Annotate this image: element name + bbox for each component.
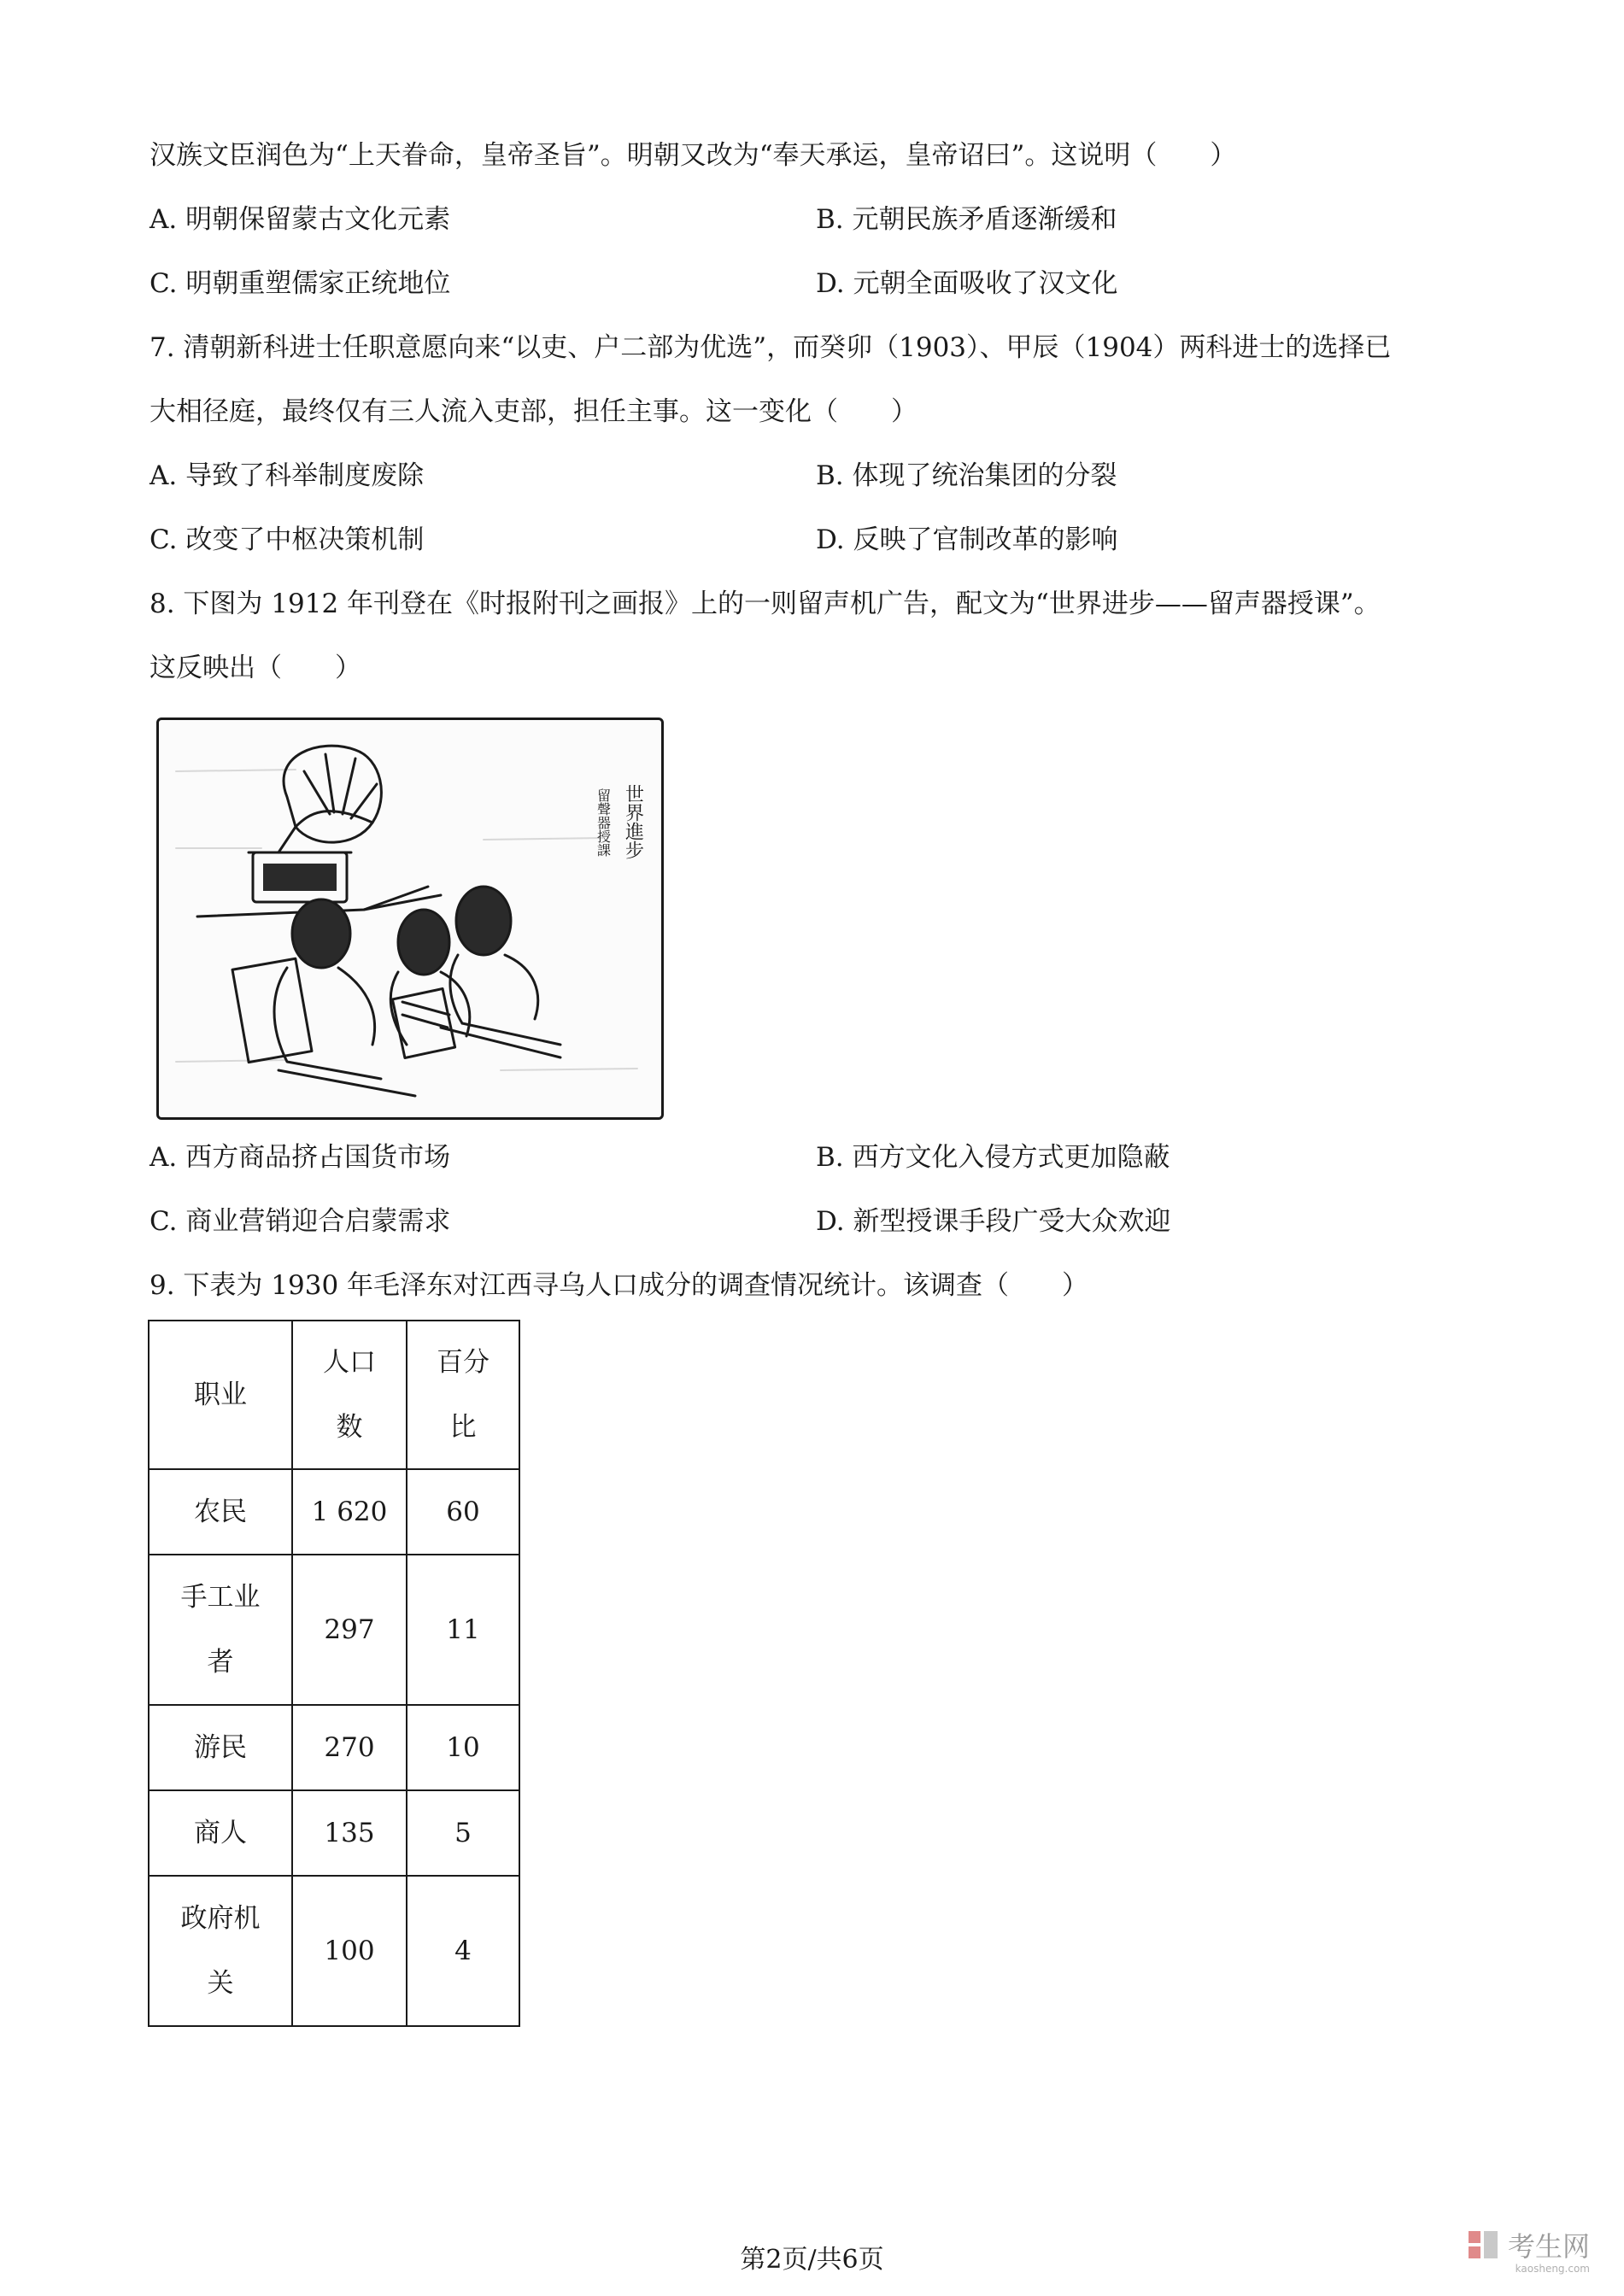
table-header-row (149, 1321, 519, 1469)
gramophone-ad-illustration (156, 718, 664, 1120)
brand-name: 考生网 (1507, 2230, 1590, 2263)
q7-option-a[interactable]: A. 导致了科举制度废除 (150, 460, 425, 491)
cell-population: 270 (292, 1705, 407, 1790)
q6-option-c[interactable]: C. 明朝重塑儒家正统地位 (150, 268, 451, 299)
cell-population: 1 620 (292, 1469, 407, 1555)
header-population: 人口数 (292, 1321, 407, 1469)
student-right (441, 887, 560, 1057)
q8-option-a[interactable]: A. 西方商品挤占国货市场 (150, 1142, 451, 1173)
gramophone-box (249, 852, 351, 902)
header-occupation: 职业 (149, 1321, 292, 1469)
ad-caption-title: 世界進步 (622, 784, 644, 859)
table-row (149, 1469, 519, 1555)
cell-population: 297 (292, 1555, 407, 1705)
q7-option-b[interactable]: B. 体现了统治集团的分裂 (816, 460, 1117, 491)
q9-stem: 9. 下表为 1930 年毛泽东对江西寻乌人口成分的调查情况统计。该调查（ ） (150, 1270, 1089, 1301)
brand-url: kaosheng.com (1515, 2263, 1590, 2275)
student-left (232, 899, 415, 1096)
cell-occupation: 手工业者 (149, 1555, 292, 1705)
cell-occupation: 政府机关 (149, 1876, 292, 2026)
cell-occupation: 游民 (149, 1705, 292, 1790)
q8-stem-line1: 8. 下图为 1912 年刊登在《时报附刊之画报》上的一则留声机广告，配文为“世界进步——留声器授课”。 (150, 589, 1381, 619)
cell-percent: 5 (407, 1790, 519, 1876)
cell-percent: 10 (407, 1705, 519, 1790)
brand-watermark (1467, 2225, 1590, 2275)
cell-percent: 60 (407, 1469, 519, 1555)
q7-stem-line1: 7. 清朝新科进士任职意愿向来“以吏、户二部为优选”，而癸卯（1903）、甲辰（1904）两科进士的选择已 (150, 332, 1392, 363)
q8-stem-line2: 这反映出（ ） (150, 653, 361, 683)
q7-stem-line2: 大相径庭，最终仅有三人流入吏部，担任主事。这一变化（ ） (150, 396, 918, 427)
table-row (149, 1555, 519, 1705)
header-percent: 百分比 (407, 1321, 519, 1469)
table-row (149, 1705, 519, 1790)
q6-stem-tail: 汉族文臣润色为“上天眷命，皇帝圣旨”。明朝又改为“奉天承运，皇帝诏曰”。这说明（ ） (150, 140, 1237, 171)
q7-option-d[interactable]: D. 反映了官制改革的影响 (816, 524, 1118, 555)
q6-option-b[interactable]: B. 元朝民族矛盾逐渐缓和 (816, 204, 1117, 235)
q6-option-d[interactable]: D. 元朝全面吸收了汉文化 (816, 268, 1118, 299)
q8-option-b[interactable]: B. 西方文化入侵方式更加隐蔽 (816, 1142, 1170, 1173)
page-number: 第2页/共6页 (740, 2245, 884, 2275)
cell-population: 100 (292, 1876, 407, 2026)
q7-option-c[interactable]: C. 改变了中枢决策机制 (150, 524, 425, 555)
cell-occupation: 商人 (149, 1790, 292, 1876)
q8-option-c[interactable]: C. 商业营销迎合启蒙需求 (150, 1206, 451, 1237)
table-row (149, 1876, 519, 2026)
q8-option-d[interactable]: D. 新型授课手段广受大众欢迎 (816, 1206, 1171, 1237)
table-row (149, 1790, 519, 1876)
cell-percent: 4 (407, 1876, 519, 2026)
population-table (148, 1320, 520, 2027)
brand-logo-icon (1467, 2228, 1501, 2262)
gramophone-horn (278, 746, 381, 852)
cell-occupation: 农民 (149, 1469, 292, 1555)
cell-percent: 11 (407, 1555, 519, 1705)
q6-option-a[interactable]: A. 明朝保留蒙古文化元素 (150, 204, 451, 235)
ad-caption-sub: 留聲器授課 (595, 788, 612, 857)
cell-population: 135 (292, 1790, 407, 1876)
